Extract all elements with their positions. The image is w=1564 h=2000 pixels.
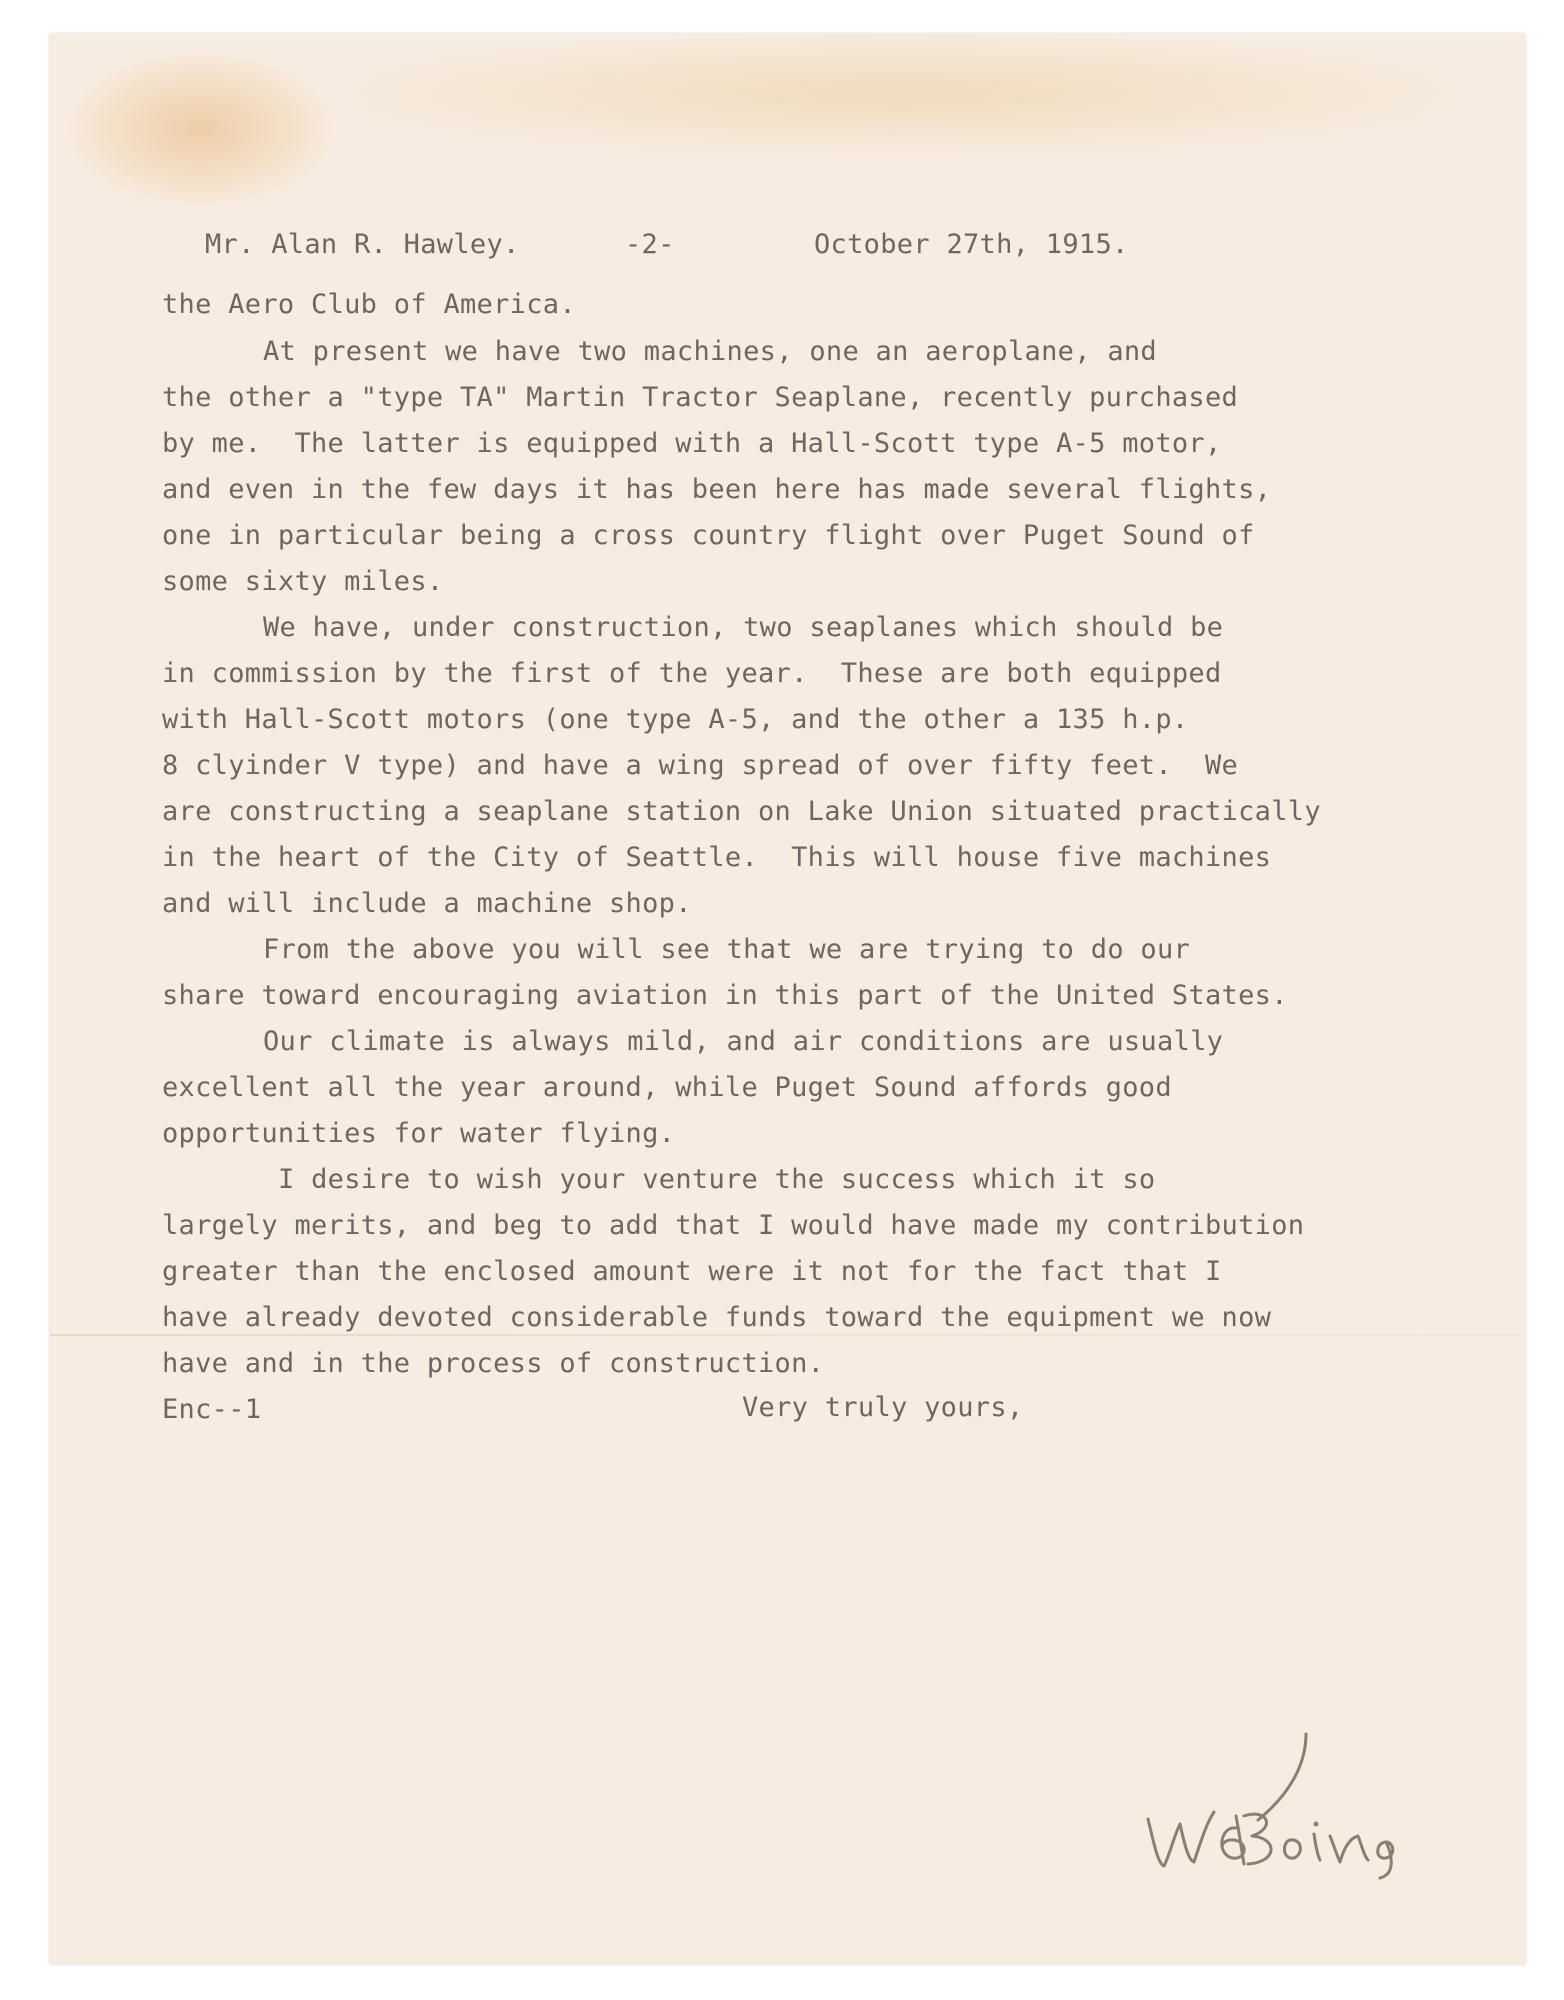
body-line: with Hall-Scott motors (one type A-5, and the other a 135 h.p. <box>162 704 1189 735</box>
body-line: one in particular being a cross country flight over Puget Sound of <box>162 520 1255 551</box>
page-number: -2- <box>625 229 675 260</box>
body-line: some sixty miles. <box>162 566 444 597</box>
body-line: and will include a machine shop. <box>162 888 692 919</box>
body-line: and even in the few days it has been here has made several flights, <box>162 474 1272 505</box>
body-line: in the heart of the City of Seattle. This will house five machines <box>162 842 1272 873</box>
enclosure-note: Enc--1 <box>162 1394 262 1425</box>
body-line: have and in the process of construction. <box>162 1348 825 1379</box>
body-line: 8 clyinder V type) and have a wing spread of over fifty feet. We <box>162 750 1239 781</box>
letter-date: October 27th, 1915. <box>814 229 1129 260</box>
body-line: excellent all the year around, while Puget Sound affords good <box>162 1072 1172 1103</box>
body-line: opportunities for water flying. <box>162 1118 676 1149</box>
fold-line <box>50 1334 1525 1336</box>
body-line: At present we have two machines, one an aeroplane, and <box>263 336 1157 367</box>
letter-page <box>50 34 1525 1964</box>
body-line: Our climate is always mild, and air conditions are usually <box>263 1026 1224 1057</box>
body-line: are constructing a seaplane station on Lake Union situated practically <box>162 796 1321 827</box>
closing: Very truly yours, <box>742 1392 1024 1423</box>
body-line: have already devoted considerable funds toward the equipment we now <box>162 1302 1272 1333</box>
body-line: largely merits, and beg to add that I would have made my contribution <box>162 1210 1305 1241</box>
recipient-header: Mr. Alan R. Hawley. <box>205 229 520 260</box>
body-line: the other a "type TA" Martin Tractor Seaplane, recently purchased <box>162 382 1239 413</box>
body-line: the Aero Club of America. <box>162 289 576 320</box>
body-line: From the above you will see that we are trying to do our <box>263 934 1191 965</box>
body-line: I desire to wish your venture the success which it so <box>278 1164 1156 1195</box>
signature <box>1140 1724 1500 1884</box>
water-stain <box>70 54 330 204</box>
body-line: We have, under construction, two seaplanes which should be <box>263 612 1224 643</box>
body-line: share toward encouraging aviation in this part of the United States. <box>162 980 1288 1011</box>
body-line: by me. The latter is equipped with a Hall-Scott type A-5 motor, <box>162 428 1222 459</box>
body-line: in commission by the first of the year. These are both equipped <box>162 658 1222 689</box>
body-line: greater than the enclosed amount were it not for the fact that I <box>162 1256 1222 1287</box>
water-stain <box>350 34 1450 154</box>
